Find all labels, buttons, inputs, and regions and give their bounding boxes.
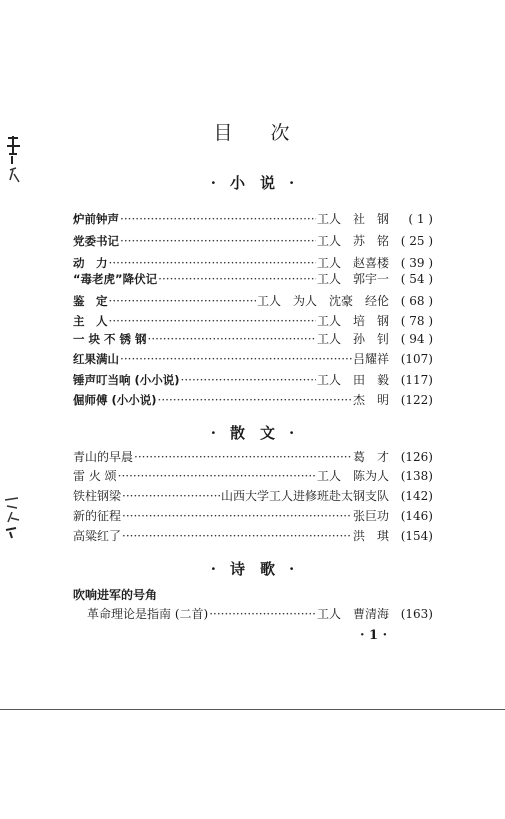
entry-title: 新的征程 — [73, 509, 122, 523]
scan-edge-line — [0, 709, 505, 710]
entry-author: 葛 才 — [352, 450, 389, 464]
poetry-subheading: 吹响进军的号角 — [73, 588, 158, 602]
page-title — [0, 118, 505, 145]
entry-title: 炉前钟声 — [73, 212, 119, 226]
entry-author: 杰 明 — [352, 393, 389, 407]
section-heading-prose: · 散 文 · — [210, 424, 295, 442]
entry-title: 倔师傅 (小小说) — [73, 393, 157, 407]
toc-entry — [73, 210, 433, 230]
entry-page: ( 1 ) — [408, 212, 433, 226]
entry-title: 革命理论是指南 (二首) — [87, 607, 209, 621]
entry-author: 工人 郭宇一 — [316, 272, 389, 286]
section-heading-poetry: · 诗 歌 · — [210, 560, 295, 578]
page-number: · 1 · — [360, 628, 388, 643]
toc-entry — [73, 448, 433, 468]
entry-author: 山西大学工人进修班赴太钢支队 — [220, 489, 389, 503]
entry-title: 主 人 — [73, 314, 108, 328]
entry-page: ( 25 ) — [400, 234, 433, 248]
entry-title: 鉴 定 — [73, 294, 108, 308]
toc-entry — [73, 467, 433, 487]
entry-page: ( 78 ) — [400, 314, 433, 328]
toc-entry — [73, 330, 433, 350]
entry-page: ( 54 ) — [400, 272, 433, 286]
entry-page: (163) — [400, 607, 433, 621]
entry-title: 一 块 不 锈 钢 — [73, 332, 147, 346]
entry-author: 工人 为人 沈豪 经伦 — [256, 294, 389, 308]
toc-entry — [73, 232, 433, 252]
entry-page: (138) — [400, 469, 433, 483]
toc-entry — [73, 371, 433, 391]
entry-author: 工人 陈为人 — [316, 469, 389, 483]
entry-author: 工人 社 钢 — [316, 212, 389, 226]
toc-entry — [73, 312, 433, 332]
entry-author: 洪 琪 — [352, 529, 389, 543]
toc-entry — [73, 270, 433, 290]
section-heading-fiction: · 小 说 · — [210, 174, 295, 192]
entry-title: “毒老虎”降伏记 — [73, 272, 158, 286]
entry-author: 工人 赵喜楼 — [316, 256, 389, 270]
entry-title: 雷 火 颂 — [73, 469, 117, 483]
toc-entry — [73, 527, 433, 547]
entry-title: 锤声叮当响 (小小说) — [73, 373, 180, 387]
entry-page: (117) — [400, 373, 433, 387]
entry-page: ( 94 ) — [400, 332, 433, 346]
title-char: 次 — [270, 122, 292, 144]
entry-title: 红果满山 — [73, 352, 119, 366]
entry-author: 工人 田 毅 — [316, 373, 389, 387]
entry-author: 工人 曹清海 — [316, 607, 389, 621]
toc-entry — [73, 391, 433, 411]
entry-author: 张巨功 — [352, 509, 389, 523]
entry-page: ( 39 ) — [400, 256, 433, 270]
toc-entry — [73, 487, 433, 507]
title-char: 目 — [213, 122, 235, 144]
entry-title: 动 力 — [73, 256, 108, 270]
entry-page: (122) — [400, 393, 433, 407]
entry-page: (107) — [400, 352, 433, 366]
entry-title: 青山的早晨 — [73, 450, 134, 464]
toc-entry — [87, 605, 433, 625]
entry-page: ( 68 ) — [400, 294, 433, 308]
toc-entry — [73, 350, 433, 370]
entry-author: 工人 培 钢 — [316, 314, 389, 328]
entry-title: 高粱红了 — [73, 529, 122, 543]
toc-entry — [73, 507, 433, 527]
toc-entry — [73, 292, 433, 312]
entry-page: (146) — [400, 509, 433, 523]
margin-stamp-mark — [2, 490, 24, 540]
entry-page: (126) — [400, 450, 433, 464]
entry-page: (154) — [400, 529, 433, 543]
entry-author: 吕耀祥 — [352, 352, 389, 366]
entry-author: 工人 孙 钊 — [316, 332, 389, 346]
entry-title: 党委书记 — [73, 234, 119, 248]
entry-author: 工人 苏 铭 — [316, 234, 389, 248]
entry-page: (142) — [400, 489, 433, 503]
entry-title: 铁柱钢梁 — [73, 489, 122, 503]
